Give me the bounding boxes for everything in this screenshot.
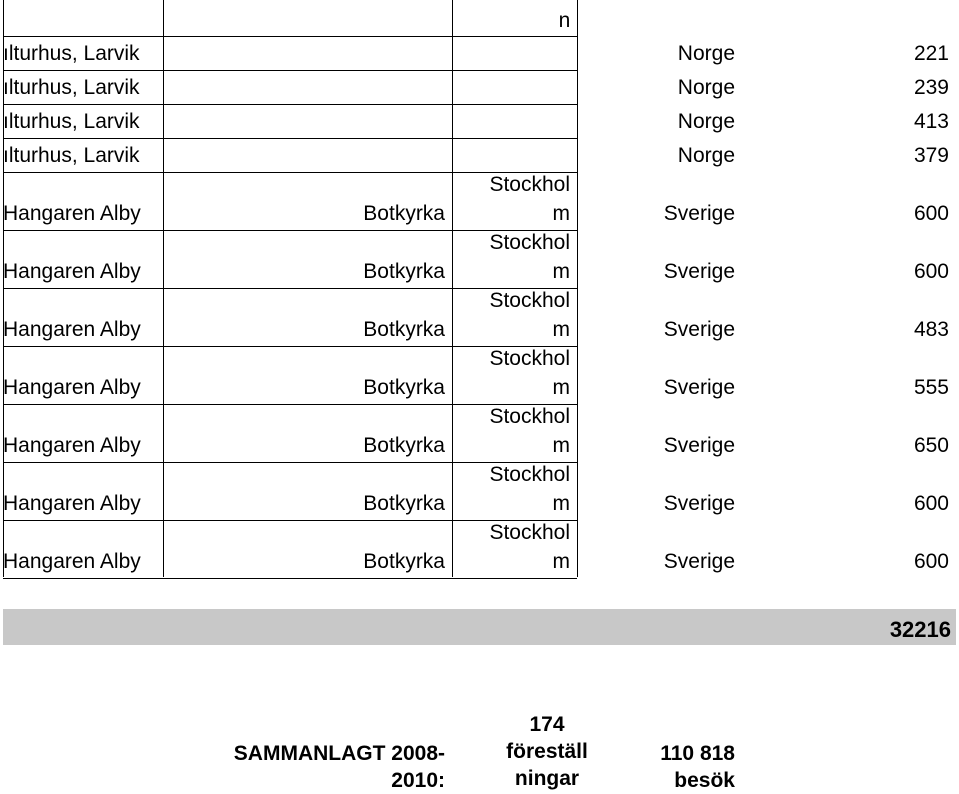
country-cell: Sverige <box>663 318 735 341</box>
value-cell: 483 <box>913 318 949 341</box>
venue-cell: ılturhus, Larvik <box>3 76 140 99</box>
venue-cell: ılturhus, Larvik <box>3 144 140 167</box>
grid-hline <box>3 70 577 71</box>
value-cell: 600 <box>913 492 949 515</box>
county-cell-line2: m <box>552 550 570 573</box>
total-band <box>3 609 956 645</box>
venue-cell: Hangaren Alby <box>3 376 141 399</box>
value-cell: 239 <box>913 76 949 99</box>
county-cell-line2: m <box>552 434 570 457</box>
country-cell: Sverige <box>663 492 735 515</box>
municipality-cell: Botkyrka <box>363 550 445 573</box>
value-cell: 600 <box>913 550 949 573</box>
summary-performances-line2: föreställ <box>506 740 588 763</box>
grid-hline <box>3 104 577 105</box>
country-cell: Norge <box>677 110 735 133</box>
grid-hline <box>3 578 577 579</box>
venue-cell: ılturhus, Larvik <box>3 110 140 133</box>
country-cell: Norge <box>677 42 735 65</box>
summary-visits-line2: besök <box>674 769 735 792</box>
venue-cell: Hangaren Alby <box>3 492 141 515</box>
county-cell-line1: Stockhol <box>489 231 570 254</box>
county-cell-line1: Stockhol <box>489 463 570 486</box>
grid-hline <box>3 138 577 139</box>
country-cell: Sverige <box>663 434 735 457</box>
country-cell: Norge <box>677 144 735 167</box>
country-cell: Norge <box>677 76 735 99</box>
municipality-cell: Botkyrka <box>363 492 445 515</box>
value-cell: 413 <box>913 110 949 133</box>
county-cell-line1: Stockhol <box>489 521 570 544</box>
venue-cell: Hangaren Alby <box>3 318 141 341</box>
summary-label <box>160 740 445 794</box>
value-cell: 555 <box>913 376 949 399</box>
county-cell-line2: m <box>552 202 570 225</box>
value-cell: 600 <box>913 202 949 225</box>
municipality-cell: Botkyrka <box>363 260 445 283</box>
country-cell: Sverige <box>663 260 735 283</box>
municipality-cell: Botkyrka <box>363 434 445 457</box>
county-cell-line1: Stockhol <box>489 405 570 428</box>
venue-cell: Hangaren Alby <box>3 260 141 283</box>
grid-hline <box>3 36 577 37</box>
venue-cell: ılturhus, Larvik <box>3 42 140 65</box>
country-cell: Sverige <box>663 376 735 399</box>
summary-performances-line1: 174 <box>529 713 565 736</box>
county-cell-line1: Stockhol <box>489 173 570 196</box>
summary-label-line2: 2010: <box>391 769 445 792</box>
summary-performances-line3: ningar <box>514 767 580 790</box>
county-cell-line2: m <box>552 260 570 283</box>
grand-total: 32216 <box>889 617 951 642</box>
summary-label-line1: SAMMANLAGT 2008- <box>233 742 445 765</box>
municipality-cell: Botkyrka <box>363 202 445 225</box>
header-country-tail: n <box>558 9 571 32</box>
country-cell: Sverige <box>663 550 735 573</box>
county-cell-line2: m <box>552 376 570 399</box>
value-cell: 650 <box>913 434 949 457</box>
venue-cell: Hangaren Alby <box>3 202 141 225</box>
value-cell: 600 <box>913 260 949 283</box>
venue-cell: Hangaren Alby <box>3 550 141 573</box>
country-cell: Sverige <box>663 202 735 225</box>
value-cell: 379 <box>913 144 949 167</box>
value-cell: 221 <box>913 42 949 65</box>
county-cell-line1: Stockhol <box>489 289 570 312</box>
summary-visits <box>600 740 735 794</box>
municipality-cell: Botkyrka <box>363 376 445 399</box>
municipality-cell: Botkyrka <box>363 318 445 341</box>
county-cell-line2: m <box>552 318 570 341</box>
venue-cell: Hangaren Alby <box>3 434 141 457</box>
county-cell-line2: m <box>552 492 570 515</box>
summary-visits-line1: 110 818 <box>660 742 735 765</box>
county-cell-line1: Stockhol <box>489 347 570 370</box>
